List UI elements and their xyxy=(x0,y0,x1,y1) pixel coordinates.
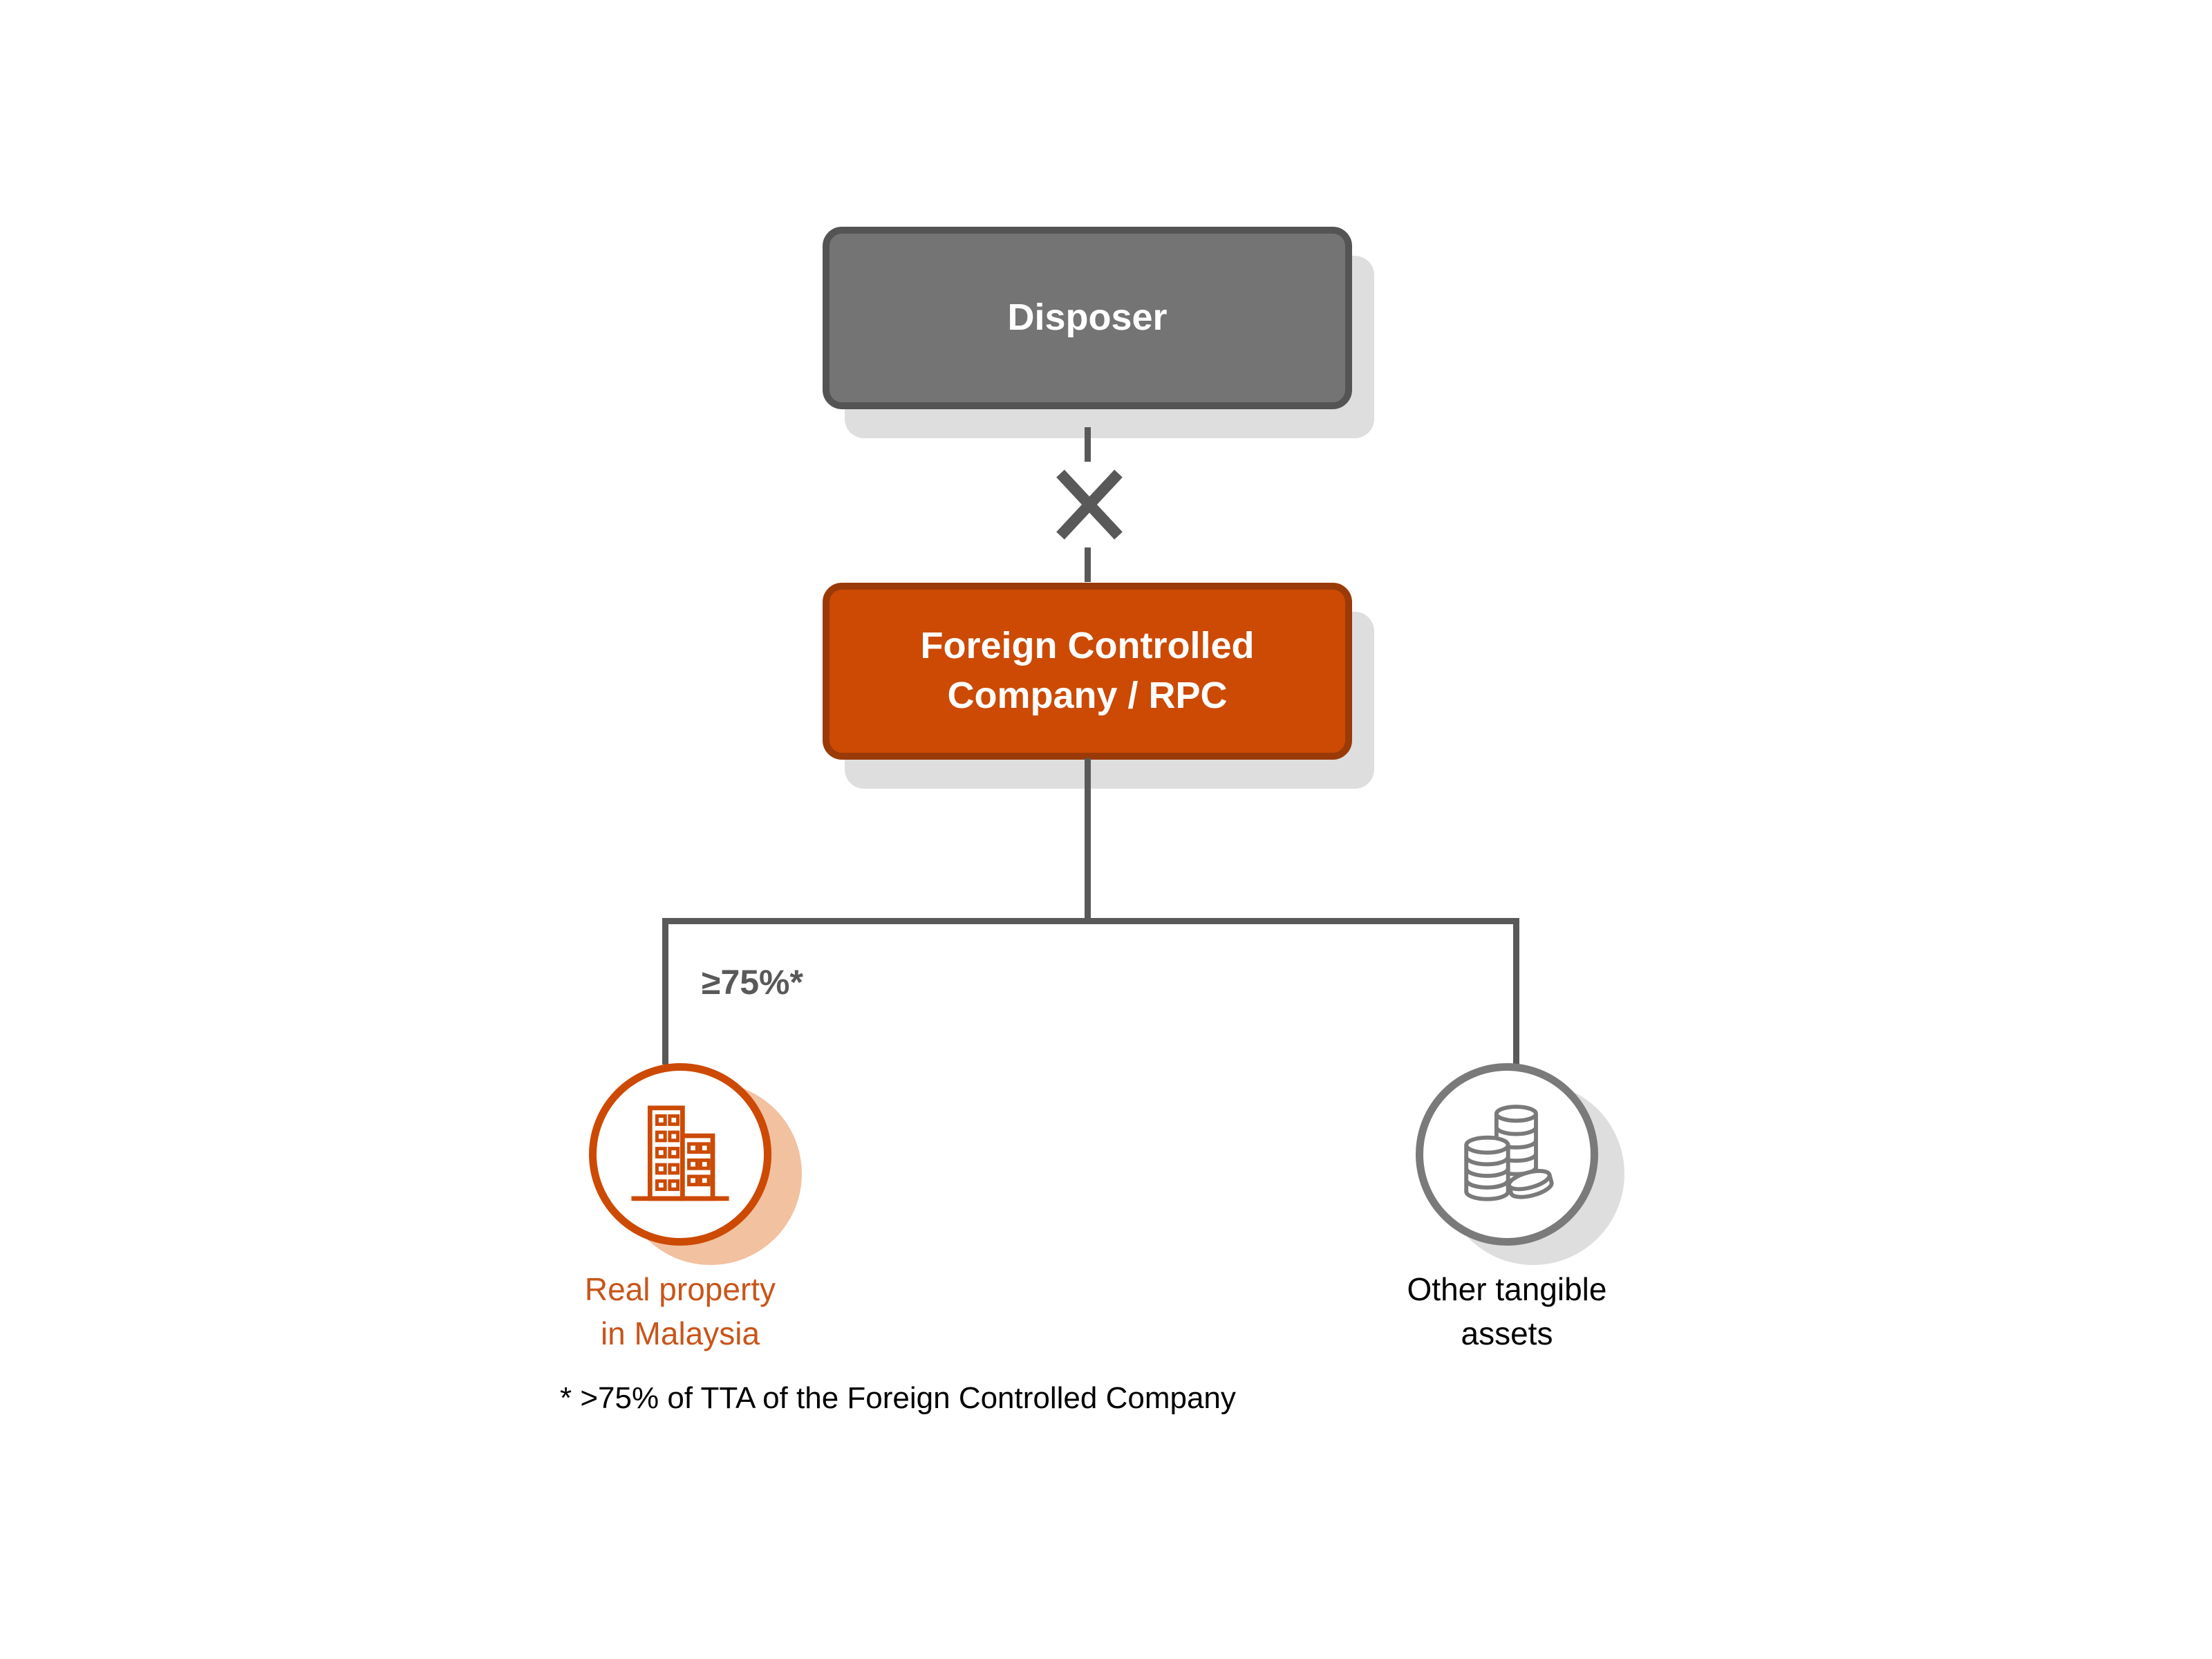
coins-icon xyxy=(1449,1096,1565,1212)
real-property-caption-line2: in Malaysia xyxy=(600,1315,760,1352)
other-assets-node xyxy=(1416,1063,1598,1246)
connector-dash-bottom xyxy=(1085,547,1091,582)
building-icon xyxy=(622,1096,738,1212)
connector-horizontal xyxy=(662,918,1519,924)
real-property-caption xyxy=(500,1267,860,1356)
other-assets-caption-line1: Other tangible xyxy=(1407,1271,1607,1307)
disposer-box-label: Disposer xyxy=(1007,297,1168,339)
disposer-box xyxy=(823,227,1352,409)
cross-icon xyxy=(1055,467,1124,542)
foreign-controlled-company-box xyxy=(823,583,1352,760)
connector-dash-top xyxy=(1085,427,1091,462)
company-label-line1: Foreign Controlled xyxy=(920,625,1255,667)
real-property-caption-line1: Real property xyxy=(584,1271,776,1307)
connector-drop-left xyxy=(662,918,668,1065)
other-assets-caption xyxy=(1327,1267,1687,1356)
footnote: * >75% of TTA of the Foreign Controlled Company xyxy=(560,1381,1236,1415)
foreign-controlled-company-label xyxy=(921,621,1255,721)
real-property-node xyxy=(589,1063,771,1246)
connector-drop-right xyxy=(1513,918,1519,1065)
other-assets-caption-line2: assets xyxy=(1461,1315,1553,1352)
connector-stem xyxy=(1085,758,1091,921)
threshold-label: ≥75%* xyxy=(702,963,803,1002)
company-label-line2: Company / RPC xyxy=(947,675,1228,716)
